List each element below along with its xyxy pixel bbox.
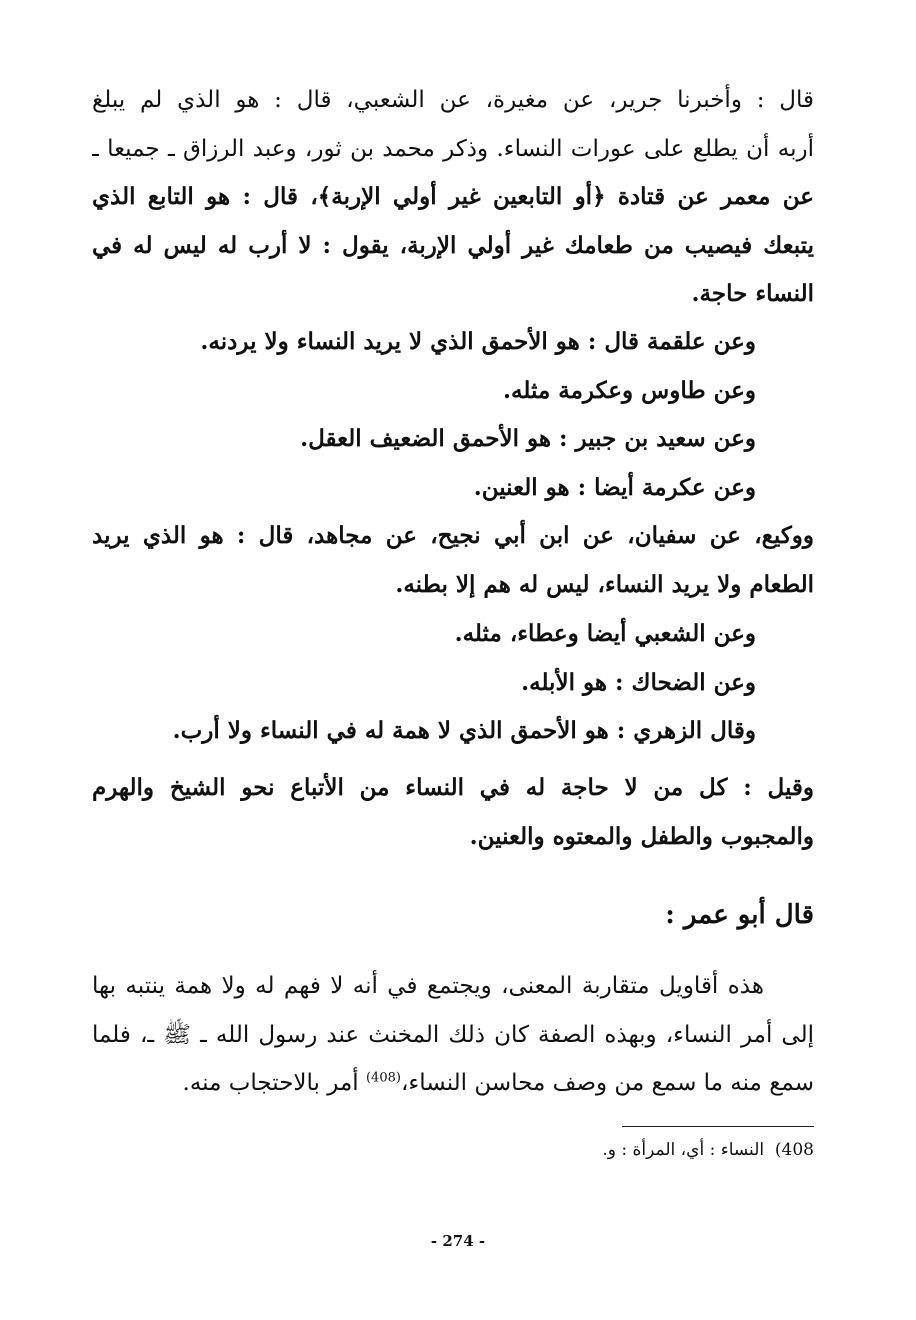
section-heading: قال أبو عمر :: [665, 900, 814, 930]
saying-line: وعن سعيد بن جبير : هو الأحمق الضعيف العقل.: [300, 425, 756, 452]
saying-line: وعن الشعبي أيضا وعطاء، مثله.: [454, 620, 756, 647]
paragraph-line: قال : وأخبرنا جرير، عن مغيرة، عن الشعبي، قال : هو الذي لم يبلغ: [92, 87, 814, 113]
page-number: - 274 -: [430, 1232, 486, 1250]
saying-line: وعن علقمة قال : هو الأحمق الذي لا يريد النساء ولا يردنه.: [200, 328, 756, 355]
paragraph-line: إلى أمر النساء، وبهذه الصفة كان ذلك المخنث عند رسول الله ـ ﷺ ـ، فلما: [92, 1021, 814, 1048]
paragraph-line: عن معمر عن قتادة ﴿أو التابعين غير أولي الإربة﴾، قال : هو التابع الذي: [92, 183, 814, 210]
footnote-divider: [622, 1126, 814, 1127]
sayings-list: [92, 318, 814, 512]
paragraph-line: هذه أقاويل متقاربة المعنى، ويجتمع في أنه لا فهم له ولا همة ينتبه بها: [92, 973, 764, 999]
paragraph-line: أربه أن يطلع على عورات النساء. وذكر محمد بن ثور، وعبد الرزاق ـ جميعا ـ: [92, 135, 814, 162]
saying-line: وقال الزهري : هو الأحمق الذي لا همة له في النساء ولا أرب.: [172, 717, 756, 744]
paragraph-line: النساء حاجة.: [691, 280, 814, 307]
saying-line: وعن عكرمة أيضا : هو العنين.: [473, 473, 756, 501]
line-text: أمر بالاحتجاب منه.: [182, 1070, 366, 1096]
saying-line: وعن الضحاك : هو الأبله.: [521, 668, 756, 696]
paragraph-line: الطعام ولا يريد النساء، ليس له هم إلا بطنه.: [395, 570, 814, 598]
line-text: سمع منه ما سمع من وصف محاسن النساء،: [400, 1070, 814, 1096]
sayings-list-2: [92, 610, 814, 756]
paragraph-line: يتبعك فيصيب من طعامك غير أولي الإربة، يقول : لا أرب له ليس له في: [92, 231, 814, 259]
paragraph-abu-umar: [92, 962, 814, 1108]
saying-line: وعن طاوس وعكرمة مثله.: [503, 376, 756, 404]
paragraph-qatada: [92, 76, 814, 319]
footnote-text: النساء : أي، المرأة : و.: [602, 1140, 765, 1160]
paragraph-line: [92, 1059, 814, 1108]
footnote-number: 408): [774, 1140, 814, 1160]
footnote: [602, 1140, 814, 1160]
paragraph-waki: [92, 512, 814, 609]
paragraph-qila: [92, 764, 814, 861]
footnote-reference: (408): [365, 1070, 401, 1086]
paragraph-line: وقيل : كل من لا حاجة له في النساء من الأتباع نحو الشيخ والهرم: [92, 774, 814, 801]
paragraph-line: والمجبوب والطفل والمعتوه والعنين.: [469, 822, 814, 850]
paragraph-line: ووكيع، عن سفيان، عن ابن أبي نجيح، عن مجاهد، قال : هو الذي يريد: [92, 522, 814, 549]
